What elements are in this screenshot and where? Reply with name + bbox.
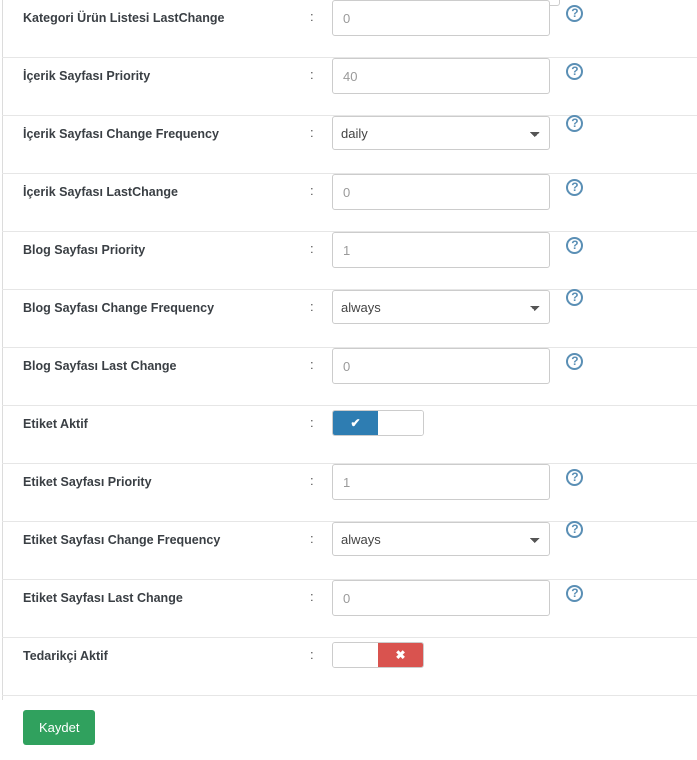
field-colon: :	[310, 67, 314, 82]
help-icon[interactable]: ?	[566, 115, 583, 132]
form-row-etiket-sayfasi-priority	[0, 464, 697, 521]
field-control	[332, 0, 583, 36]
field-colon: :	[310, 357, 314, 372]
field-colon: :	[310, 241, 314, 256]
help-icon[interactable]: ?	[566, 353, 583, 370]
field-label: Etiket Sayfası Last Change	[23, 591, 183, 605]
form-row-blog-sayfasi-change-frequency	[0, 290, 697, 347]
field-colon: :	[310, 589, 314, 604]
field-control	[332, 464, 583, 500]
form-footer	[0, 696, 697, 745]
field-control	[332, 174, 583, 210]
form-row-icerik-sayfasi-lastchange	[0, 174, 697, 231]
kategori-urun-listesi-lastchange-input[interactable]	[332, 0, 550, 36]
help-icon[interactable]: ?	[566, 521, 583, 538]
icerik-sayfasi-priority-input[interactable]	[332, 58, 550, 94]
field-label: İçerik Sayfası Priority	[23, 69, 151, 83]
field-control	[332, 406, 424, 436]
help-icon[interactable]: ?	[566, 179, 583, 196]
field-colon: :	[310, 9, 314, 24]
close-icon: ✖	[395, 648, 406, 662]
field-colon: :	[310, 415, 314, 430]
field-control	[332, 580, 583, 616]
field-colon: :	[310, 531, 314, 546]
form-row-blog-sayfasi-last-change	[0, 348, 697, 405]
etiket-sayfasi-priority-input[interactable]	[332, 464, 550, 500]
help-icon[interactable]: ?	[566, 469, 583, 486]
field-label: İçerik Sayfası LastChange	[23, 185, 178, 199]
help-icon[interactable]: ?	[566, 237, 583, 254]
field-label: Kategori Ürün Listesi LastChange	[23, 11, 225, 25]
toggle-on-half[interactable]	[333, 411, 378, 435]
help-icon[interactable]: ?	[566, 5, 583, 22]
field-control	[332, 290, 583, 324]
field-control	[332, 232, 583, 268]
blog-sayfasi-last-change-input[interactable]	[332, 348, 550, 384]
icerik-sayfasi-change-frequency-select[interactable]	[332, 116, 550, 150]
help-icon[interactable]: ?	[566, 63, 583, 80]
field-label: Blog Sayfası Priority	[23, 243, 146, 257]
field-colon: :	[310, 125, 314, 140]
field-label: İçerik Sayfası Change Frequency	[23, 127, 219, 141]
field-label: Etiket Sayfası Change Frequency	[23, 533, 221, 547]
toggle-off-half[interactable]	[378, 643, 423, 667]
field-colon: :	[310, 473, 314, 488]
field-label: Etiket Aktif	[23, 417, 88, 431]
etiket-sayfasi-last-change-input[interactable]	[332, 580, 550, 616]
field-control	[332, 638, 424, 672]
icerik-sayfasi-lastchange-input[interactable]	[332, 174, 550, 210]
tedarikci-aktif-toggle[interactable]	[332, 642, 424, 668]
toggle-off-half[interactable]	[378, 411, 423, 435]
blog-sayfasi-change-frequency-select[interactable]	[332, 290, 550, 324]
field-control	[332, 58, 583, 94]
save-button[interactable]: Kaydet	[23, 710, 95, 745]
field-control	[332, 348, 583, 384]
field-label: Tedarikçi Aktif	[23, 649, 108, 663]
help-icon[interactable]: ?	[566, 289, 583, 306]
etiket-aktif-toggle[interactable]	[332, 410, 424, 436]
form-row-icerik-sayfasi-priority	[0, 58, 697, 115]
form-row-blog-sayfasi-priority	[0, 232, 697, 289]
field-label: Etiket Sayfası Priority	[23, 475, 152, 489]
field-colon: :	[310, 183, 314, 198]
form-row-icerik-sayfasi-change-frequency	[0, 116, 697, 173]
blog-sayfasi-priority-input[interactable]	[332, 232, 550, 268]
field-control	[332, 116, 583, 150]
field-colon: :	[310, 299, 314, 314]
field-colon: :	[310, 647, 314, 662]
form-row-kategori-urun-listesi-lastchange	[0, 0, 697, 57]
field-label: Blog Sayfası Change Frequency	[23, 301, 215, 315]
field-label: Blog Sayfası Last Change	[23, 359, 177, 373]
form-row-etiket-aktif	[0, 406, 697, 463]
help-icon[interactable]: ?	[566, 585, 583, 602]
form-row-tedarikci-aktif	[0, 638, 697, 695]
form-row-etiket-sayfasi-change-frequency	[0, 522, 697, 579]
toggle-on-half[interactable]	[333, 643, 378, 667]
check-icon: ✔	[350, 416, 361, 430]
field-control	[332, 522, 583, 556]
form-row-etiket-sayfasi-last-change	[0, 580, 697, 637]
etiket-sayfasi-change-frequency-select[interactable]	[332, 522, 550, 556]
